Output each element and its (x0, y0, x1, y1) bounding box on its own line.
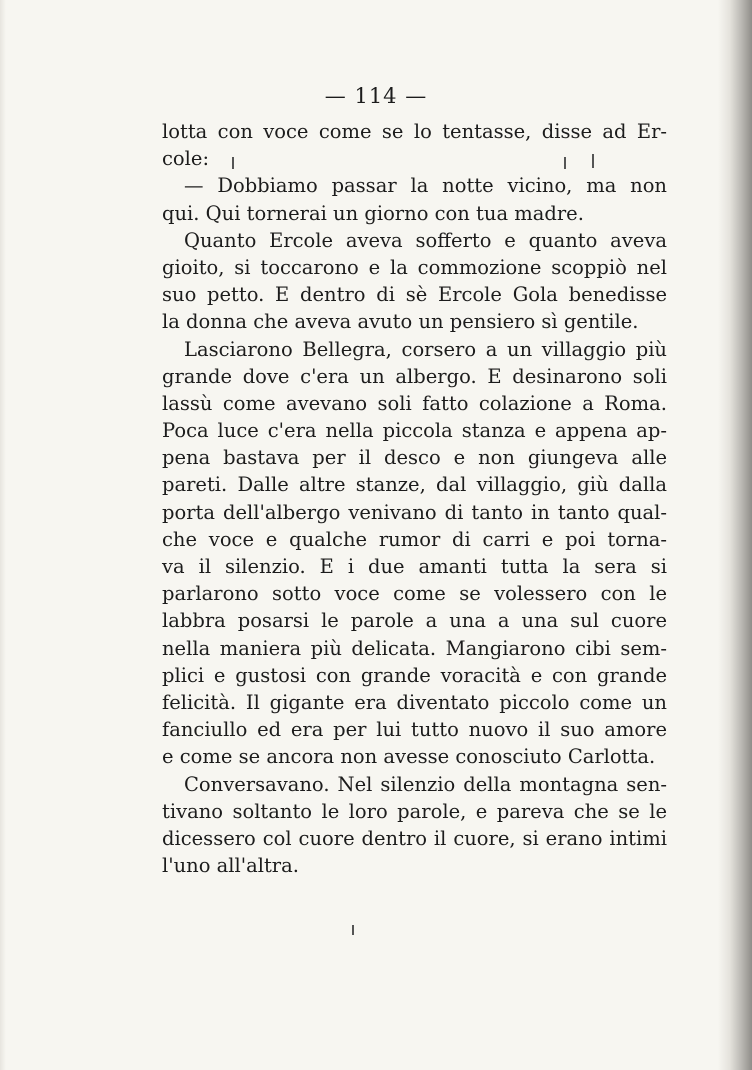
text-line: porta dell'albergo venivano di tanto in tanto qual- (162, 500, 667, 524)
text-line: l'uno all'altra. (162, 854, 299, 878)
text-line: tivano soltanto le loro parole, e pareva che se le (162, 799, 667, 823)
text-line: Poca luce c'era nella piccola stanza e appena ap- (162, 419, 667, 443)
text-line: pareti. Dalle altre stanze, dal villaggio, giù dalla (162, 473, 667, 497)
body-text (162, 118, 667, 879)
text-line: suo petto. E dentro di sè Ercole Gola benedisse (162, 283, 667, 307)
text-line: la donna che aveva avuto un pensiero sì gentile. (162, 310, 639, 334)
text-line: qui. Qui tornerai un giorno con tua madre. (162, 201, 584, 225)
text-line: grande dove c'era un albergo. E desinarono soli (162, 364, 667, 388)
text-line: gioito, si toccarono e la commozione scoppiò nel (162, 255, 667, 279)
scan-speck (352, 925, 354, 935)
text-line: va il silenzio. E i due amanti tutta la sera si (162, 555, 667, 578)
text-line: dicessero col cuore dentro il cuore, si erano intimi (162, 826, 667, 850)
text-line: pena bastava per il desco e non giungeva alle (162, 446, 667, 470)
scan-speck (564, 157, 566, 169)
text-line: fanciullo ed era per lui tutto nuovo il suo amore (162, 718, 667, 742)
text-line: lotta con voce come se lo tentasse, disse ad Er- (162, 120, 667, 143)
text-line: Conversavano. Nel silenzio della montagna sen- (184, 772, 667, 796)
scan-speck (592, 154, 594, 168)
text-line: parlarono sotto voce come se volessero con le (162, 582, 667, 606)
page-left-edge (0, 0, 6, 1070)
text-line: Lasciarono Bellegra, corsero a un villaggio più (184, 337, 667, 361)
text-line: lassù come avevano soli fatto colazione a Roma. (162, 391, 667, 415)
text-line: e come se ancora non avesse conosciuto Carlotta. (162, 745, 656, 769)
book-spine-shadow (718, 0, 752, 1070)
text-line: nella maniera più delicata. Mangiarono cibi sem- (162, 636, 667, 660)
text-line: Quanto Ercole aveva sofferto e quanto aveva (184, 228, 667, 252)
text-line: plici e gustosi con grande voracità e con grande (162, 663, 667, 687)
text-line: labbra posarsi le parole a una a una sul cuore (162, 609, 667, 633)
text-line: felicità. Il gigante era diventato piccolo come un (162, 690, 667, 714)
scan-speck (232, 157, 234, 169)
text-line: — Dobbiamo passar la notte vicino, ma non (184, 174, 667, 198)
page-number: — 114 — (324, 84, 428, 108)
text-line: cole: (162, 147, 210, 171)
text-line: che voce e qualche rumor di carri e poi torna- (162, 527, 667, 551)
